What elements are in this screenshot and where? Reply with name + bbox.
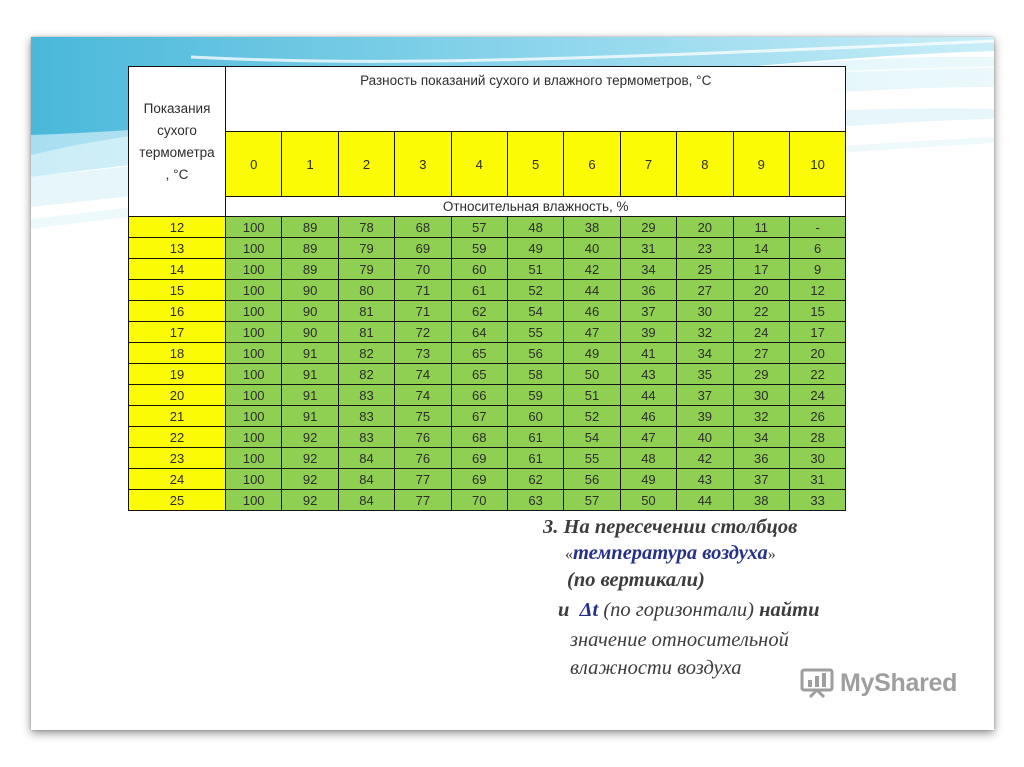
humidity-value-cell: 52 [507,280,563,301]
dry-header-line: Показания [143,100,211,116]
open-quote: « [565,546,573,563]
table-row [129,469,846,490]
humidity-value-cell: 43 [620,364,676,385]
humidity-value-cell: 71 [395,280,451,301]
dry-header-line: сухого [157,122,197,138]
humidity-value-cell: 83 [338,385,394,406]
difference-value-cell: 8 [677,132,733,197]
humidity-value-cell: 81 [338,301,394,322]
humidity-value-cell: 50 [620,490,676,511]
humidity-value-cell: 81 [338,322,394,343]
humidity-value-cell: 58 [507,364,563,385]
humidity-value-cell: 27 [677,280,733,301]
humidity-value-cell: 92 [282,427,338,448]
myshared-watermark [800,668,957,698]
dry-temperature-cell: 18 [129,343,226,364]
table-row [129,448,846,469]
humidity-value-cell: 61 [451,280,507,301]
humidity-value-cell: 89 [282,259,338,280]
humidity-value-cell: 83 [338,406,394,427]
humidity-value-cell: 56 [564,469,620,490]
difference-values-row [129,132,846,197]
humidity-value-cell: 56 [507,343,563,364]
table-row [129,343,846,364]
humidity-value-cell: 100 [226,448,282,469]
humidity-value-cell: 52 [564,406,620,427]
humidity-value-cell: 92 [282,448,338,469]
caption-line-2 [565,539,776,569]
caption-line-5: значение относительной [570,629,789,651]
humidity-value-cell: 69 [451,448,507,469]
humidity-value-cell: 48 [620,448,676,469]
humidity-value-cell: 64 [451,322,507,343]
humidity-value-cell: 100 [226,301,282,322]
humidity-value-cell: 65 [451,364,507,385]
humidity-value-cell: 57 [451,217,507,238]
humidity-value-cell: 100 [226,385,282,406]
dry-thermometer-header [129,67,226,217]
dry-temperature-cell: 20 [129,385,226,406]
humidity-value-cell: 24 [733,322,789,343]
table-row [129,427,846,448]
humidity-value-cell: 57 [564,490,620,511]
humidity-value-cell: 67 [451,406,507,427]
difference-header: Разность показаний сухого и влажного термометров, °С [226,67,846,132]
humidity-value-cell: 77 [395,469,451,490]
relative-humidity-header: Относительная влажность, % [226,197,846,217]
humidity-value-cell: 89 [282,238,338,259]
humidity-value-cell: 30 [733,385,789,406]
humidity-value-cell: 38 [733,490,789,511]
humidity-value-cell: 100 [226,427,282,448]
caption-find: найти [759,599,820,621]
difference-value-cell: 5 [507,132,563,197]
humidity-value-cell: 91 [282,364,338,385]
caption-line-6: влажности воздуха [570,657,742,679]
presentation-board-icon [800,668,834,698]
humidity-value-cell: 20 [789,343,845,364]
humidity-value-cell: 50 [564,364,620,385]
humidity-value-cell: 27 [733,343,789,364]
humidity-value-cell: 30 [677,301,733,322]
difference-value-cell: 9 [733,132,789,197]
humidity-value-cell: 32 [733,406,789,427]
humidity-value-cell: 54 [564,427,620,448]
humidity-value-cell: 100 [226,259,282,280]
humidity-value-cell: 65 [451,343,507,364]
humidity-value-cell: 92 [282,469,338,490]
humidity-value-cell: 91 [282,406,338,427]
humidity-value-cell: 62 [451,301,507,322]
humidity-value-cell: 30 [789,448,845,469]
humidity-value-cell: 55 [564,448,620,469]
humidity-value-cell: 24 [789,385,845,406]
humidity-value-cell: 47 [620,427,676,448]
humidity-value-cell: 82 [338,343,394,364]
table-row [129,238,846,259]
humidity-value-cell: 59 [507,385,563,406]
humidity-value-cell: 6 [789,238,845,259]
table-row [129,301,846,322]
humidity-value-cell: 39 [620,322,676,343]
humidity-value-cell: 74 [395,364,451,385]
table-row [129,280,846,301]
humidity-value-cell: 41 [620,343,676,364]
humidity-value-cell: 63 [507,490,563,511]
humidity-value-cell: 100 [226,469,282,490]
humidity-value-cell: 22 [789,364,845,385]
humidity-value-cell: 33 [789,490,845,511]
humidity-value-cell: 44 [620,385,676,406]
difference-value-cell: 10 [789,132,845,197]
dry-temperature-cell: 15 [129,280,226,301]
difference-value-cell: 4 [451,132,507,197]
humidity-value-cell: 29 [620,217,676,238]
humidity-value-cell: 17 [733,259,789,280]
dry-temperature-cell: 16 [129,301,226,322]
humidity-value-cell: 48 [507,217,563,238]
humidity-value-cell: 73 [395,343,451,364]
humidity-value-cell: 39 [677,406,733,427]
humidity-value-cell: 84 [338,490,394,511]
close-quote: » [767,546,776,563]
dry-header-line: термометра [139,144,215,160]
humidity-value-cell: 42 [564,259,620,280]
caption-and: и [558,599,570,621]
air-temperature-term: температура воздуха [573,542,768,564]
difference-value-cell: 2 [338,132,394,197]
table-row [129,322,846,343]
dry-temperature-cell: 24 [129,469,226,490]
humidity-value-cell: 55 [507,322,563,343]
humidity-value-cell: 89 [282,217,338,238]
humidity-value-cell: 91 [282,385,338,406]
humidity-value-cell: 37 [733,469,789,490]
humidity-value-cell: 40 [564,238,620,259]
humidity-value-cell: - [789,217,845,238]
humidity-value-cell: 20 [733,280,789,301]
dry-temperature-cell: 22 [129,427,226,448]
humidity-value-cell: 92 [282,490,338,511]
humidity-value-cell: 44 [677,490,733,511]
table-row [129,490,846,511]
dry-temperature-cell: 23 [129,448,226,469]
humidity-value-cell: 61 [507,448,563,469]
humidity-value-cell: 44 [564,280,620,301]
humidity-value-cell: 74 [395,385,451,406]
watermark-text: MyShared [840,668,958,697]
humidity-value-cell: 32 [677,322,733,343]
humidity-value-cell: 49 [507,238,563,259]
humidity-value-cell: 66 [451,385,507,406]
humidity-value-cell: 75 [395,406,451,427]
humidity-value-cell: 69 [395,238,451,259]
humidity-value-cell: 51 [507,259,563,280]
humidity-value-cell: 100 [226,490,282,511]
humidity-value-cell: 47 [564,322,620,343]
dry-temperature-cell: 19 [129,364,226,385]
humidity-value-cell: 36 [733,448,789,469]
humidity-value-cell: 15 [789,301,845,322]
humidity-value-cell: 90 [282,301,338,322]
humidity-value-cell: 70 [451,490,507,511]
humidity-value-cell: 100 [226,238,282,259]
humidity-value-cell: 68 [395,217,451,238]
psychrometric-table [128,66,846,511]
caption-line-3: (по вертикали) [567,569,705,591]
horizontal-note: (по горизонтали) [603,599,755,621]
table-row [129,406,846,427]
humidity-value-cell: 54 [507,301,563,322]
humidity-value-cell: 90 [282,322,338,343]
humidity-value-cell: 100 [226,364,282,385]
humidity-value-cell: 34 [733,427,789,448]
humidity-value-cell: 100 [226,322,282,343]
humidity-value-cell: 9 [789,259,845,280]
humidity-value-cell: 76 [395,427,451,448]
humidity-value-cell: 71 [395,301,451,322]
difference-value-cell: 6 [564,132,620,197]
dry-temperature-cell: 17 [129,322,226,343]
humidity-value-cell: 20 [677,217,733,238]
humidity-value-cell: 100 [226,406,282,427]
humidity-value-cell: 100 [226,217,282,238]
humidity-value-cell: 31 [789,469,845,490]
dry-temperature-cell: 12 [129,217,226,238]
humidity-value-cell: 46 [620,406,676,427]
humidity-value-cell: 59 [451,238,507,259]
humidity-value-cell: 22 [733,301,789,322]
caption-line-4 [558,596,820,624]
humidity-value-cell: 37 [677,385,733,406]
humidity-value-cell: 42 [677,448,733,469]
humidity-value-cell: 80 [338,280,394,301]
humidity-value-cell: 14 [733,238,789,259]
humidity-value-cell: 34 [677,343,733,364]
difference-value-cell: 7 [620,132,676,197]
humidity-value-cell: 90 [282,280,338,301]
dry-temperature-cell: 21 [129,406,226,427]
humidity-value-cell: 51 [564,385,620,406]
humidity-value-cell: 82 [338,364,394,385]
humidity-value-cell: 37 [620,301,676,322]
humidity-value-cell: 43 [677,469,733,490]
humidity-value-cell: 78 [338,217,394,238]
difference-value-cell: 0 [226,132,282,197]
humidity-value-cell: 69 [451,469,507,490]
humidity-value-cell: 91 [282,343,338,364]
slide [31,37,994,730]
humidity-value-cell: 60 [451,259,507,280]
humidity-value-cell: 46 [564,301,620,322]
humidity-value-cell: 29 [733,364,789,385]
table-row [129,259,846,280]
humidity-value-cell: 83 [338,427,394,448]
humidity-value-cell: 70 [395,259,451,280]
humidity-value-cell: 76 [395,448,451,469]
humidity-value-cell: 49 [564,343,620,364]
humidity-value-cell: 34 [620,259,676,280]
humidity-value-cell: 100 [226,343,282,364]
humidity-value-cell: 62 [507,469,563,490]
humidity-value-cell: 25 [677,259,733,280]
humidity-value-cell: 40 [677,427,733,448]
table-row [129,385,846,406]
humidity-value-cell: 84 [338,469,394,490]
humidity-value-cell: 84 [338,448,394,469]
dry-temperature-cell: 25 [129,490,226,511]
humidity-value-cell: 49 [620,469,676,490]
humidity-value-cell: 26 [789,406,845,427]
humidity-value-cell: 17 [789,322,845,343]
difference-value-cell: 3 [395,132,451,197]
humidity-value-cell: 77 [395,490,451,511]
delta-t-term: Δt [579,599,599,621]
humidity-value-cell: 35 [677,364,733,385]
humidity-value-cell: 31 [620,238,676,259]
dry-temperature-cell: 14 [129,259,226,280]
humidity-value-cell: 72 [395,322,451,343]
humidity-value-cell: 61 [507,427,563,448]
humidity-value-cell: 36 [620,280,676,301]
humidity-value-cell: 60 [507,406,563,427]
difference-value-cell: 1 [282,132,338,197]
humidity-value-cell: 79 [338,238,394,259]
caption-line-1: 3. На пересечении столбцов [543,516,798,538]
humidity-value-cell: 28 [789,427,845,448]
dry-temperature-cell: 13 [129,238,226,259]
humidity-value-cell: 11 [733,217,789,238]
dry-header-line: , °С [165,166,189,182]
humidity-value-cell: 23 [677,238,733,259]
humidity-value-cell: 12 [789,280,845,301]
table-row [129,364,846,385]
table-row [129,217,846,238]
humidity-value-cell: 38 [564,217,620,238]
humidity-value-cell: 68 [451,427,507,448]
humidity-value-cell: 79 [338,259,394,280]
humidity-value-cell: 100 [226,280,282,301]
humidity-table-wrapper [128,66,846,511]
